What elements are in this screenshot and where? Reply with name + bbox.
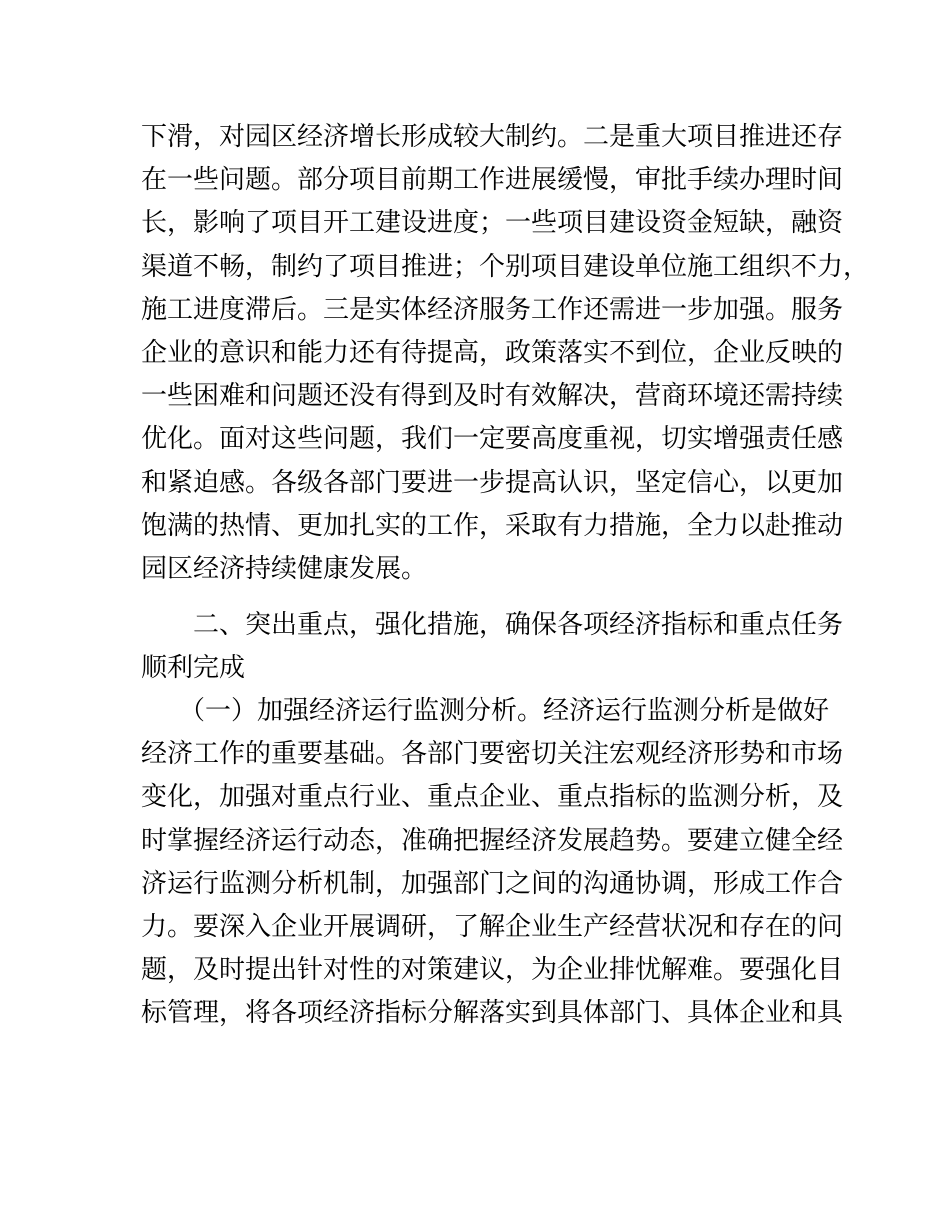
- text-line: 在一些问题。部分项目前期工作进展缓慢，审批手续办理时间: [141, 165, 844, 196]
- text-line: 企业的意识和能力还有待提高，政策落实不到位，企业反映的: [141, 337, 844, 368]
- paragraph-monitoring: [141, 690, 844, 1036]
- text-line: 园区经济持续健康发展。: [141, 553, 428, 584]
- section-heading: [141, 604, 844, 690]
- heading-line: 顺利完成: [141, 653, 246, 684]
- paragraph-problems: [141, 116, 870, 591]
- text-line: 题，及时提出针对性的对策建议，为企业排忧解难。要强化目: [141, 955, 844, 986]
- text-line: 施工进度滞后。三是实体经济服务工作还需进一步加强。服务: [141, 294, 844, 325]
- text-line: 饱满的热情、更加扎实的工作，采取有力措施，全力以赴推动: [141, 510, 844, 541]
- text-line: 标管理，将各项经济指标分解落实到具体部门、具体企业和具: [141, 998, 844, 1029]
- text-line: 变化，加强对重点行业、重点企业、重点指标的监测分析，及: [141, 782, 844, 813]
- heading-line: 二、突出重点，强化措施，确保各项经济指标和重点任务: [193, 610, 844, 640]
- text-line: 济运行监测分析机制，加强部门之间的沟通协调，形成工作合: [141, 868, 844, 899]
- text-line: 优化。面对这些问题，我们一定要高度重视，切实增强责任感: [141, 424, 844, 455]
- text-line: 长，影响了项目开工建设进度；一些项目建设资金短缺，融资: [141, 208, 844, 239]
- text-line: 下滑，对园区经济增长形成较大制约。二是重大项目推进还存: [141, 122, 844, 152]
- text-line: 力。要深入企业开展调研，了解企业生产经营状况和存在的问: [141, 911, 844, 942]
- text-line: 渠道不畅，制约了项目推进；个别项目建设单位施工组织不力，: [141, 251, 870, 282]
- text-line: 一些困难和问题还没有得到及时有效解决，营商环境还需持续: [141, 381, 844, 412]
- text-line: 时掌握经济运行动态，准确把握经济发展趋势。要建立健全经: [141, 825, 844, 856]
- text-line: （一）加强经济运行监测分析。经济运行监测分析是做好: [179, 696, 830, 726]
- text-line: 和紧迫感。各级各部门要进一步提高认识，坚定信心，以更加: [141, 467, 844, 498]
- text-line: 经济工作的重要基础。各部门要密切关注宏观经济形势和市场: [141, 739, 844, 770]
